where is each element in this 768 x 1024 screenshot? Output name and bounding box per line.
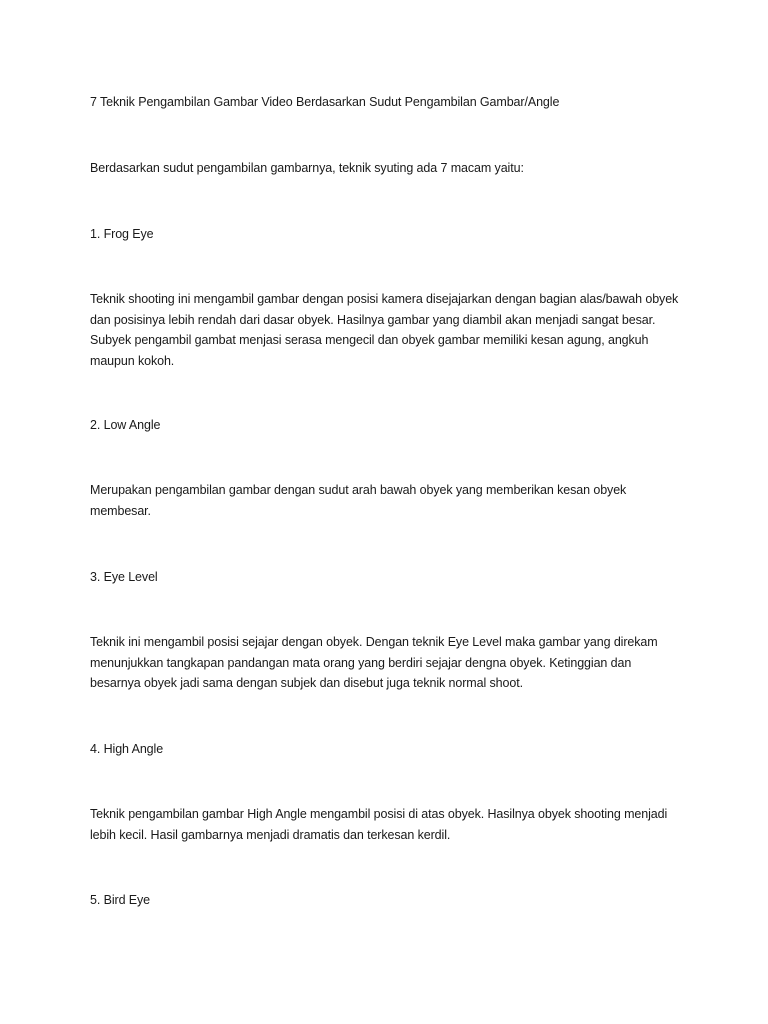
section-heading-bird-eye: 5. Bird Eye bbox=[90, 893, 151, 907]
section-heading-eye-level: 3. Eye Level bbox=[90, 570, 158, 584]
section-body-frog-eye: Teknik shooting ini mengambil gambar dengan posisi kamera disejajarkan dengan bagian alas/bawah obyek dan posisinya lebih rendah dari dasar obyek. Hasilnya gambar yang diambil akan menjadi sangat besar. Subyek pengambil gambat menjasi serasa mengecil dan obyek gambar memiliki kesan agung, angkuh maupun kokoh. bbox=[90, 292, 679, 368]
section-body-high-angle: Teknik pengambilan gambar High Angle mengambil posisi di atas obyek. Hasilnya obyek shooting menjadi lebih kecil. Hasil gambarnya menjadi dramatis dan terkesan kerdil. bbox=[90, 807, 668, 842]
section-heading-high-angle: 4. High Angle bbox=[90, 742, 164, 756]
section-heading-low-angle: 2. Low Angle bbox=[90, 418, 161, 432]
section-body-low-angle: Merupakan pengambilan gambar dengan sudut arah bawah obyek yang memberikan kesan obyek membesar. bbox=[90, 483, 627, 518]
section-heading-frog-eye: 1. Frog Eye bbox=[90, 227, 154, 241]
section-body-eye-level: Teknik ini mengambil posisi sejajar dengan obyek. Dengan teknik Eye Level maka gambar yang direkam menunjukkan tangkapan pandangan mata orang yang berdiri sejajar dengna obyek. Ketinggian dan besarnya obyek jadi sama dengan subjek dan disebut juga teknik normal shoot. bbox=[90, 635, 658, 690]
intro-paragraph: Berdasarkan sudut pengambilan gambarnya, teknik syuting ada 7 macam yaitu: bbox=[90, 161, 524, 175]
document-title: 7 Teknik Pengambilan Gambar Video Berdasarkan Sudut Pengambilan Gambar/Angle bbox=[90, 95, 560, 109]
